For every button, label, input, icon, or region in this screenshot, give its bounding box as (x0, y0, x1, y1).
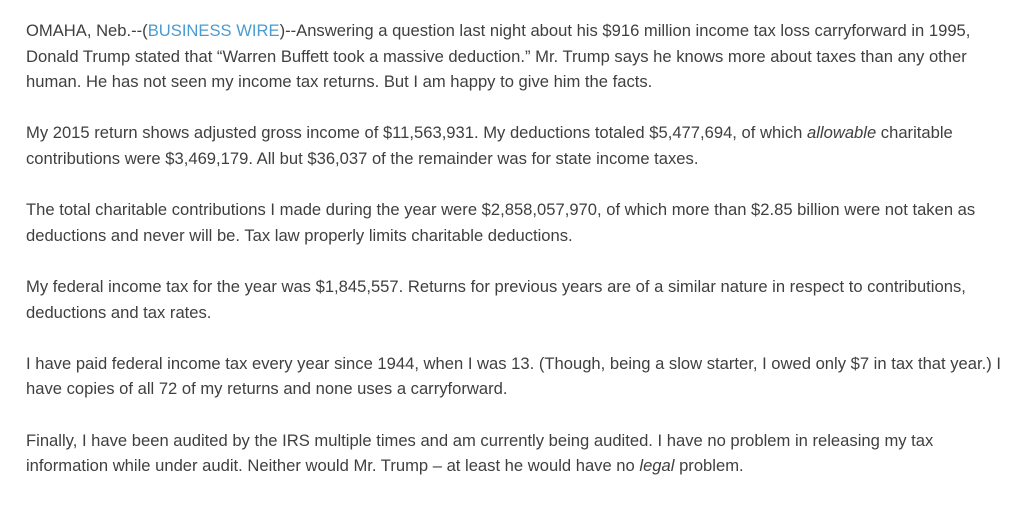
paragraph-audit-text-a: Finally, I have been audited by the IRS multiple times and am currently being audited. I have no problem in releasing my tax information while under audit. Neither would Mr. Trump – at least he would have no (26, 430, 934, 476)
paragraph-tax-history: I have paid federal income tax every year since 1944, when I was 13. (Though, being a slow starter, I owed only $7 in tax that year.) I have copies of all 72 of my returns and none uses a carryforward. (26, 353, 1001, 399)
paragraph-intro-text: )--Answering a question last night about his $916 million income tax loss carryforward in 1995, Donald Trump stated that “Warren Buffett took a massive deduction.” Mr. Trump says he knows more about taxes than any other human. He has not seen my income tax returns. But I am happy to give him the facts. (26, 21, 971, 92)
emphasis-legal: legal (639, 456, 675, 476)
business-wire-link[interactable]: BUSINESS WIRE (147, 21, 280, 40)
paragraph-audit-text-b: problem. (674, 456, 744, 476)
paragraph-audit (26, 428, 1016, 479)
paragraph-intro (26, 18, 1016, 95)
paragraph-2015-return-text-a: My 2015 return shows adjusted gross income of $11,563,931. My deductions totaled $5,477,694, of which (26, 123, 807, 143)
paragraph-2015-return-text-b: charitable contributions were $3,469,179. All but $36,037 of the remainder was for state income taxes. (26, 123, 953, 168)
paragraph-federal-income-tax: My federal income tax for the year was $1,845,557. Returns for previous years are of a similar nature in respect to contributions, deductions and tax rates. (26, 276, 966, 322)
paragraph-charitable-contributions: The total charitable contributions I made during the year were $2,858,057,970, of which more than $2.85 billion were not taken as deductions and never will be. Tax law properly limits charitable deductions. (26, 200, 976, 245)
paragraph-2015-return (26, 120, 1016, 171)
dateline: OMAHA, Neb.--( (26, 21, 148, 40)
press-release-body (26, 18, 1016, 504)
emphasis-allowable: allowable (807, 123, 877, 143)
